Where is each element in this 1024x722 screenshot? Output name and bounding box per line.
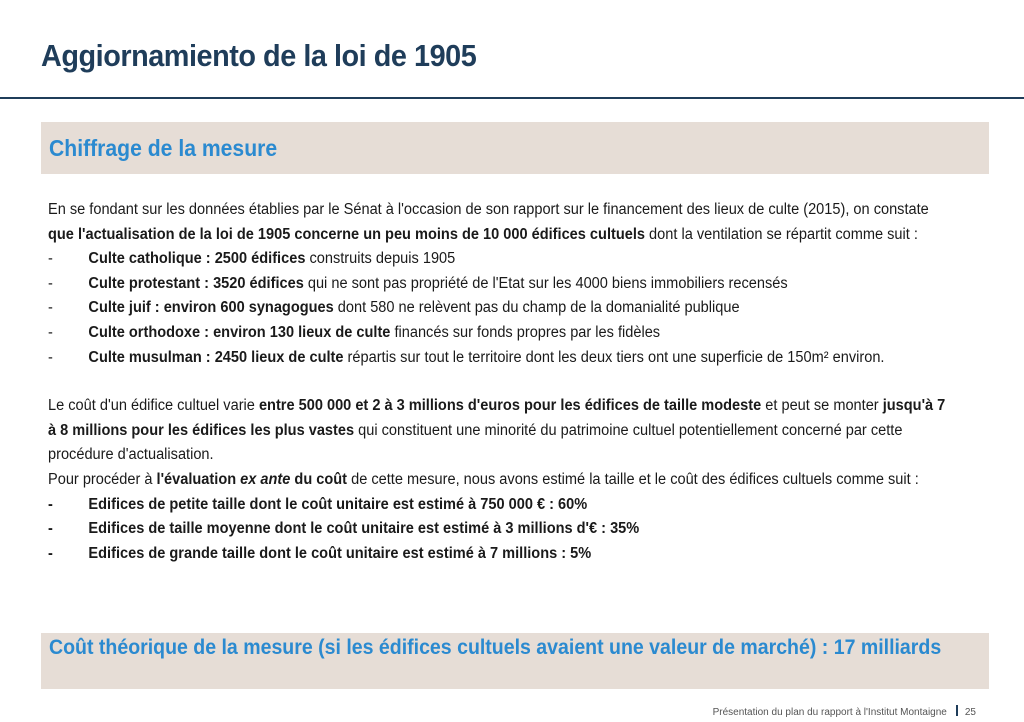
list-item-text: construits depuis 1905	[305, 250, 456, 268]
slide-body	[48, 198, 950, 566]
intro-text: En se fondant sur les données établies par le Sénat à l'occasion de son rapport sur le financement des lieux de culte (2015), on constate	[48, 201, 929, 218]
list-item	[48, 542, 950, 567]
list-item-bold: Edifices de taille moyenne dont le coût unitaire est estimé à 3 millions d'€ : 35%	[88, 520, 640, 538]
evaluation-paragraph	[48, 468, 950, 493]
list-item	[48, 517, 950, 542]
list-item	[48, 346, 950, 371]
footer-separator	[956, 705, 958, 716]
evaluation-italic: ex ante	[240, 470, 291, 488]
list-dash: -	[48, 348, 53, 366]
evaluation-highlight: l'évaluation	[156, 470, 241, 488]
footer	[713, 705, 976, 718]
cost-highlight: entre 500 000 et 2 à 3 millions d'euros pour les édifices de taille modeste	[258, 397, 762, 415]
conclusion-band	[41, 633, 989, 689]
conclusion-text: Coût théorique de la mesure (si les édifices cultuels avaient une valeur de marché) : 17 milliards	[49, 636, 942, 659]
list-item-bold: Culte catholique : 2500 édifices	[88, 250, 306, 268]
cost-text: et peut se monter	[761, 397, 883, 415]
list-item-bold: Culte orthodoxe : environ 130 lieux de culte	[88, 323, 391, 341]
list-item-bold: Edifices de grande taille dont le coût unitaire est estimé à 7 millions : 5%	[88, 544, 592, 562]
list-item-text: dont 580 ne relèvent pas du champ de la domanialité publique	[333, 299, 740, 317]
footer-text: Présentation du plan du rapport à l'Institut Montaigne	[712, 707, 947, 718]
list-item-bold: Edifices de petite taille dont le coût unitaire est estimé à 750 000 € : 60%	[88, 495, 588, 513]
slide-title: Aggiornamiento de la loi de 1905	[41, 38, 477, 73]
list-item-text: qui ne sont pas propriété de l'Etat sur les 4000 biens immobiliers recensés	[303, 274, 788, 292]
list-item	[48, 296, 950, 321]
list-item-bold: Culte protestant : 3520 édifices	[88, 274, 304, 292]
cost-text: Le coût d'un édifice cultuel varie	[48, 397, 259, 415]
intro-text-end: dont la ventilation se répartit comme suit :	[645, 225, 918, 243]
list-dash: -	[48, 544, 53, 562]
list-item	[48, 493, 950, 518]
page-number: 25	[964, 707, 976, 718]
cost-highlight: jusqu'à 7 à 8 millions pour les édifices les plus vastes	[48, 397, 946, 439]
list-item	[48, 247, 950, 272]
intro-paragraph	[48, 198, 950, 247]
list-dash: -	[48, 520, 53, 538]
section-header: Chiffrage de la mesure	[49, 135, 278, 161]
list-dash: -	[48, 323, 53, 341]
list-item	[48, 272, 950, 297]
list-item-bold: Culte juif : environ 600 synagogues	[88, 299, 334, 317]
section-header-band	[41, 122, 989, 174]
list-item-text: répartis sur tout le territoire dont les deux tiers ont une superficie de 150m² environ.	[343, 348, 885, 366]
evaluation-text: Pour procéder à	[48, 470, 157, 488]
evaluation-highlight: du coût	[290, 470, 348, 488]
intro-highlight: que l'actualisation de la loi de 1905 concerne un peu moins de 10 000 édifices cultuels	[48, 225, 646, 243]
list-dash: -	[48, 250, 53, 268]
list-item-bold: Culte musulman : 2450 lieux de culte	[88, 348, 344, 366]
evaluation-text: de cette mesure, nous avons estimé la taille et le coût des édifices cultuels comme suit :	[347, 470, 919, 488]
list-dash: -	[48, 299, 53, 317]
title-divider	[0, 97, 1024, 99]
cost-paragraph	[48, 394, 950, 468]
cost-text: qui constituent une minorité du patrimoine cultuel potentiellement concerné par cette procédure d'actualisation.	[48, 421, 903, 464]
list-dash: -	[48, 274, 53, 292]
list-item	[48, 321, 950, 346]
list-item-text: financés sur fonds propres par les fidèles	[390, 323, 661, 341]
list-dash: -	[48, 495, 53, 513]
